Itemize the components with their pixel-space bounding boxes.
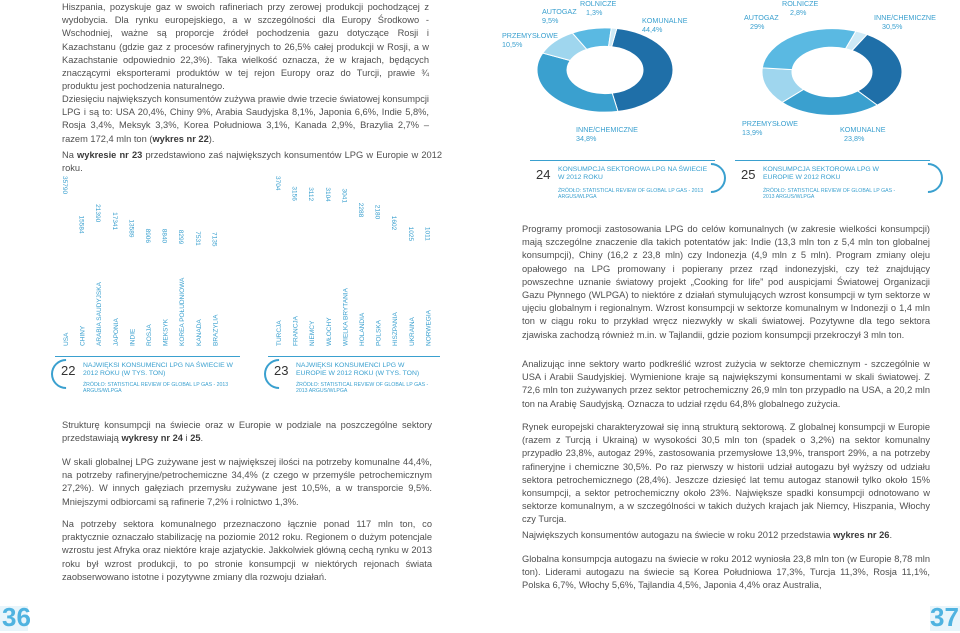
chart-25-title: KONSUMPCJA SEKTOROWA LPG W EUROPIE W 2012 ROKU — [763, 166, 879, 181]
chart-23-value-3: 3104 — [323, 187, 331, 202]
autogas-global-paragraph: Globalna konsumpcja autogazu na świecie w roku 2012 wyniosła 23,8 mln ton (w Europie 8,78 mln ton). Liderami autogazu na świecie są Korea Południowa 17,3%, Turcja 11,3%, Rosja 11,1%, Polska 6,7%, Włochy 5,6%, Tajlandia 4,5%, Japonia 4,4% oraz Australia, — [522, 554, 930, 591]
chart-23-value-2: 3112 — [307, 187, 315, 202]
chart-23-category-0: TURCJA — [276, 320, 283, 346]
consumers-text-end: ). — [208, 133, 215, 144]
structure-text: Strukturę konsumpcji na świecie oraz w Europie w podziale na poszczególne sektory przedstawiają — [62, 420, 432, 444]
chart-25-label-0: INNE/CHEMICZNE — [874, 13, 936, 22]
chart-25-svg — [722, 0, 937, 160]
chart-23-value-8: 1025 — [406, 226, 414, 242]
chart-25-label-2: PRZEMYSŁOWE — [742, 119, 798, 128]
chart-25-label-1: KOMUNALNE — [840, 125, 886, 134]
chart-23-category-1: FRANCJA — [292, 316, 300, 346]
chart-22-value-9: 7135 — [210, 232, 218, 247]
chart-24-value-3: 9,5% — [542, 16, 559, 25]
chart-23-category-7: HISZPANIA — [392, 312, 400, 346]
global-scale-paragraph: W skali globalnej LPG zużywane jest w największej ilości na potrzeby komunalne 44,4%, na potrzeby rafineryjne/petrochemiczne 34,4% (z czego w przemyśle petrochemicznym 27,2%). W innych gałęziach przemysłu zużywane jest 10,5%, a w transporcie 9,5%. Mniejszymi odbiorcami są rafinerie 7,2% i rolnictwo 1,3%. — [62, 457, 432, 507]
chart-23-category-5: HOLANDIA — [359, 312, 366, 346]
chart-22-category-0: USA — [63, 332, 70, 346]
chart-22-value-8: 7531 — [193, 231, 201, 246]
chart-22-value-1: 15584 — [77, 215, 85, 234]
chart-22-category-8: KANADA — [195, 319, 203, 346]
chart-ref-25: 25 — [190, 433, 201, 444]
chart-23-category-2: NIEMCY — [309, 320, 317, 346]
structure-text-mid: i — [182, 433, 191, 444]
programs-paragraph: Programy promocji zastosowania LPG do celów komunalnych (w zakresie wielkości konsumpcji) mają szczególne znaczenie dla takich potentatów jak: Indie (13,3 mln ton z 5,4 mln ton globalnej konsumpcji), Chiny (16,2 z 23,8 mln) czy Indonezja (4,9 mln z 5 mln). Program zmiany oleju opałowego na LPG promowany i popierany przez rząd indonezyjski, czy też znajdujący powszechne uznanie światowy projekt „Cooking for life” pod auspicjami Światowej Organizacji Gazu Płynnego (WLPGA) to niektóre z działań stymulujących wzrost konsumpcji w tym sektorze w ujęciu globalnym i regionalnym. Wzrost konsumpcji w sektorze komunalnym w Indonezji o 1,4 mln ton w ciągu roku to przykład wręcz niezwykły w skali światowej. Pozytywne dla tego sektora zjawiska zachodzą również m.in. w Tajlandii, gdzie poziom konsumpcji przekroczył 3 mln ton. — [522, 224, 930, 340]
chart-22-category-3: JAPONIA — [112, 318, 120, 346]
chart-25-label-4: ROLNICZE — [782, 0, 819, 8]
chart-22-value-6: 8840 — [160, 228, 168, 244]
chart-25-value-4: 2,8% — [790, 8, 807, 17]
chart-23-arc-icon — [258, 353, 300, 395]
page-number-left: 36 — [2, 602, 31, 632]
chart-24-svg — [500, 0, 710, 160]
chart-ref-23: wykresie nr 23 — [77, 150, 143, 160]
chart-22-value-0: 35790 — [61, 176, 68, 195]
chart-22-category-1: CHINY — [79, 325, 87, 346]
chart-23-number: 23 — [274, 363, 289, 378]
chart-22-category-5: ROSJA — [146, 324, 153, 346]
structure-paragraph — [62, 419, 432, 445]
chart-23-category-6: POLSKA — [375, 319, 383, 346]
chart-24-value-1: 34,8% — [576, 134, 597, 143]
chart-22-arc-icon — [45, 353, 87, 395]
chart-23-category-4: WIELKA BRYTANIA — [342, 288, 350, 346]
chart-24-label-3: AUTOGAZ — [542, 7, 577, 16]
page-number-right: 37 — [930, 602, 959, 632]
chart-25-source: ŹRÓDŁO: STATISTICAL REVIEW OF GLOBAL LP GAS - 2013 ARGUS/WLPGA — [763, 188, 896, 201]
chart-22-value-5: 8906 — [144, 228, 151, 244]
chart-24-source: ŹRÓDŁO: STATISTICAL REVIEW OF GLOBAL LP GAS - 2013 ARGUS/WLPGA — [558, 188, 704, 201]
chart-22-value-4: 13589 — [127, 219, 135, 238]
chart-24-value-4: 1,3% — [586, 8, 603, 17]
chart-22-source: ŹRÓDŁO: STATISTICAL REVIEW OF GLOBAL LP GAS - 2013 ARGUS/WLPGA — [83, 382, 229, 395]
chart-23-category-8: UKRAINA — [408, 317, 416, 346]
chart-22-svg — [55, 170, 245, 348]
autogas-ref-text: Największych konsumentów autogazu na świecie w roku 2012 przedstawia — [522, 530, 834, 540]
chart-25-number: 25 — [741, 167, 756, 182]
chart-22-title: NAJWIĘKSI KONSUMENCI LPG NA ŚWIECIE W 2012 ROKU (W TYS. TON) — [83, 362, 233, 377]
chart-22-category-6: MEKSYK — [162, 318, 170, 346]
structure-text-end: . — [200, 433, 204, 444]
chart-23-value-4: 3041 — [340, 188, 348, 203]
chart-ref-22: wykres nr 22 — [152, 133, 209, 144]
intro-paragraph: Hiszpania, pozyskuje gaz w swoich rafineriach przy zerowej produkcji pochodzącej z wydobycia. Dla rynku europejskiego, a w szczególności dla Europy Środkowo - Wschodniej, ważne są proporcje źródeł pochodzenia gazu dotyczące Rosji i Kazachstanu (gdzie gaz z procesów rafineryjnych to 26,5% całej produkcji w Rosji, a w Kazachstanie odpowiednio 22,3%). Taka wielkość oznacza, że w krajach, będących znaczącymi eksporterami produktów w tej rejon Europy oraz do Turcji, prawie ¾ produktu jest pochodzenia naturalnego. — [62, 2, 429, 92]
chart-23-source: ŹRÓDŁO: STATISTICAL REVIEW OF GLOBAL LP GAS - 2013 ARGUS/WLPGA — [296, 382, 429, 395]
chart-24-label-0: KOMUNALNE — [642, 16, 688, 25]
europe-market-paragraph: Rynek europejski charakteryzował się inną strukturą sektorową. Z globalnej konsumpcji w Europie (razem z Turcją i Ukrainą) w wysokości 30,5 mln ton (spadek o 3,2%) na sektor komunalny przypadło 23,8%, autogaz 29%, zastosowania przemysłowe 13,9%, transport 29%, a na potrzeby rafineryjne i chemiczne 30,5%. Po raz pierwszy w historii udział autogazu był wyższy od udziału sektora petrochemicznego (28,4%). Jeszcze dziesięć lat temu autogaz stanowił tylko około 15% konsumpcji, a sektor petrochemiczny około 23%. Największe spadki konsumpcji odnotowano w sektorze komunalnym, a w szczególności w takich dużych krajach jak Niemcy, Hiszpania, Włochy czy Turcja. — [522, 422, 930, 525]
chart-23-category-9: NORWEGIA — [425, 310, 433, 346]
chart-23-category-3: WŁOCHY — [325, 317, 333, 346]
chart-25-label-3: AUTOGAZ — [744, 13, 779, 22]
chart-23-value-7: 1602 — [390, 215, 398, 231]
chart-24-title: KONSUMPCJA SEKTOROWA LPG NA ŚWIECIE W 2012 ROKU — [558, 166, 708, 181]
chart-24-number: 24 — [536, 167, 551, 182]
chart-25-arc-icon — [907, 157, 949, 199]
europe-text: Na — [62, 150, 78, 160]
chart-25-value-0: 30,5% — [882, 22, 903, 31]
consumers-paragraph — [62, 93, 429, 146]
chart-22-number: 22 — [61, 363, 76, 378]
chart-24-value-0: 44,4% — [642, 25, 663, 34]
europe-text-end: przedstawiono zaś największych konsumentów LPG w Europie w 2012 roku. — [62, 150, 443, 174]
sectors-paragraph: Analizując inne sektory warto podkreślić wzrost zużycia w sektorze chemicznym - szczególnie w USA i Arabii Saudyjskiej. Wymienione kraje są największymi konsumentami w skali światowej. Z 72,6 mln ton zużywanych przez sektor petrochemiczny 26,9 mln ton przypadło na USA, a 20,2 mln ton na Arabię Saudyjską. Oznacza to udział rzędu 64,8% globalnego zużycia. — [522, 359, 930, 409]
chart-23-svg — [268, 170, 443, 348]
chart-ref-26: wykres nr 26 — [833, 530, 890, 540]
chart-23-value-1: 3156 — [290, 186, 298, 201]
chart-22-category-9: BRAZYLIA — [212, 314, 220, 346]
consumers-text: Dziesięciu największych konsumentów zużywa prawie dwie trzecie światowej konsumpcji LPG i są to: USA 20,4%, Chiny 9%, Arabia Saudyjska 8,1%, Japonia 6,6%, Indie 5,8%, Rosja 3,4%, Meksyk 3,3%, Korea Południowa 3,1%, Kanada 2,9%, Brazylia 2,7% – razem 172,4 mln ton ( — [62, 94, 429, 144]
autogas-ref-paragraph — [522, 529, 930, 542]
chart-23-value-5: 2288 — [357, 202, 364, 218]
chart-25-slice-3 — [762, 29, 856, 70]
chart-23-value-9: 1011 — [423, 226, 431, 241]
chart-25-value-3: 29% — [750, 22, 765, 31]
chart-ref-24: wykresy nr 24 — [121, 433, 183, 444]
chart-25-value-2: 13,9% — [742, 128, 763, 137]
chart-23-value-6: 2180 — [373, 204, 381, 220]
chart-22-caption — [55, 356, 240, 399]
chart-23-title: NAJWIĘKSI KONSUMENCI LPG W EUROPIE W 2012 ROKU (W TYS. TON) — [296, 362, 420, 377]
chart-25-caption — [735, 160, 930, 205]
chart-22-category-4: INDIE — [129, 328, 137, 346]
chart-22-category-7: KOREA POŁUDNIOWA — [179, 277, 187, 346]
chart-22-category-2: ARABIA SAUDYJSKA — [96, 282, 104, 346]
chart-24-value-2: 10,5% — [502, 40, 523, 49]
chart-24-slice-0 — [612, 28, 673, 111]
chart-22-value-3: 17341 — [110, 212, 118, 231]
communal-paragraph: Na potrzeby sektora komunalnego przeznaczono łącznie ponad 117 mln ton, co praktycznie oznaczało stabilizację na poziomie 2012 roku. Regionem o dużym potencjale wzrostu jest Afryka oraz niektóre kraje azjatyckie. Jakkolwiek główną cechą rynku w 2013 roku był wzrost produkcji, to po stronie konsumpcji w niektórych rejonach świata zaobserwowano istotne i pozytywne zmiany dla rozwoju działań. — [62, 519, 432, 582]
chart-23-value-0: 3704 — [274, 176, 281, 191]
autogas-ref-end: . — [889, 530, 893, 540]
chart-22-value-7: 8299 — [177, 229, 185, 245]
chart-22-value-2: 21390 — [94, 204, 102, 223]
chart-25-value-1: 23,8% — [844, 134, 865, 143]
chart-24-label-4: ROLNICZE — [580, 0, 617, 8]
chart-24-label-1: INNE/CHEMICZNE — [576, 125, 638, 134]
chart-24-label-2: PRZEMYSŁOWE — [502, 31, 558, 40]
chart-24-caption — [530, 160, 715, 205]
chart-24-slice-1 — [537, 53, 618, 112]
chart-23-caption — [268, 356, 440, 399]
